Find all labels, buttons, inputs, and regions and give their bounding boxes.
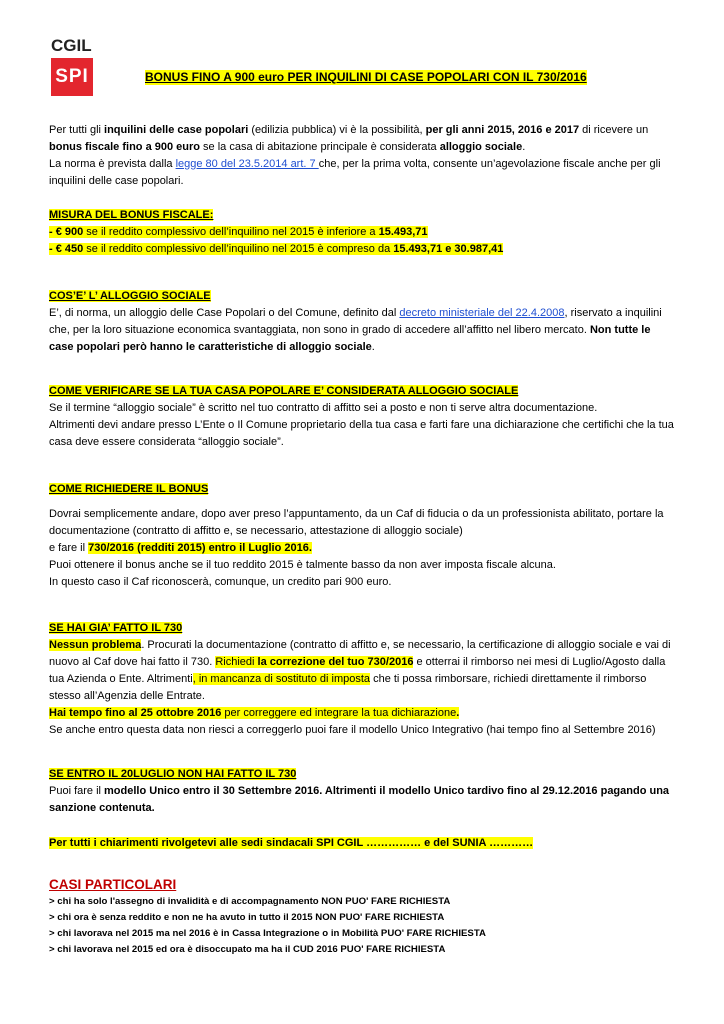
- richiedere-text: e fare il: [49, 542, 89, 554]
- casi-item: > chi lavorava nel 2015 ma nel 2016 è in Cassa Integrazione o in Mobilità PUO' FARE RICHIESTA: [49, 928, 486, 939]
- decreto-link[interactable]: decreto ministeriale del 22.4.2008: [399, 307, 565, 319]
- misura-line-450: [49, 243, 503, 255]
- fatto730-text: e otterrai il rimborso nei mesi di Luglio/Agosto dalla tua Azienda o Ente. Altrimenti: [49, 656, 666, 685]
- verifica-section: [49, 383, 677, 451]
- intro-text: Per tutti gli: [49, 124, 105, 136]
- intro-bold: alloggio sociale: [439, 141, 523, 153]
- fatto730-paragraph: [49, 637, 677, 705]
- misura-heading: MISURA DEL BONUS FISCALE:: [49, 209, 214, 221]
- casi-item: > chi lavorava nel 2015 ed ora è disoccupato ma ha il CUD 2016 PUO' FARE RICHIESTA: [49, 944, 446, 955]
- alloggio-text: , riservato a inquilini che, per la loro situazione economica svantaggiata, non sono in grado di accedere all’affitto nel libero mercato.: [49, 307, 662, 336]
- chiarimenti-section: [49, 835, 677, 852]
- alloggio-section: [49, 288, 677, 356]
- norma-text: che, per la prima volta, consente un’agevolazione fiscale anche per gli inquilini delle case popolari.: [49, 158, 661, 187]
- entro-text: Puoi fare il: [49, 785, 105, 797]
- sostituto-text: , in mancanza di sostituto di imposta: [192, 673, 371, 685]
- entro-bold: modello Unico entro il 30 Settembre 2016. Altrimenti il modello Unico tardivo fino al 29.12.2016 pagando una sanzione contenuta.: [49, 785, 670, 814]
- fatto730-text: che ti possa rimborsare, richiedi direttamente il rimborso stesso all’Agenzia delle Entrate.: [49, 673, 647, 702]
- intro-bold: bonus fiscale fino a 900 euro: [49, 141, 200, 153]
- richiedere-line-1: Dovrai semplicemente andare, dopo aver preso l’appuntamento, da un Caf di fiducia o da un professionista abilitato, portare la documentazione (contratto di affitto e, se necessario, attestazione di alloggio sociale): [49, 508, 664, 537]
- spi-logo: SPI: [51, 58, 93, 96]
- fatto730-deadline: [49, 705, 677, 722]
- richiedere-heading: COME RICHIEDERE IL BONUS: [49, 483, 209, 495]
- intro-paragraph: [49, 122, 677, 156]
- intro-section: [49, 122, 677, 190]
- richiedi-text: Richiedi: [215, 656, 258, 668]
- nessun-problema: Nessun problema: [49, 639, 142, 651]
- intro-text: se la casa di abitazione principale è considerata: [200, 141, 440, 153]
- alloggio-text: E’, di norma, un alloggio delle Case Popolari o del Comune, definito dal: [49, 307, 400, 319]
- misura-text: se il reddito complessivo dell’inquilino nel 2015 è inferiore a: [83, 226, 379, 238]
- alloggio-text: .: [371, 341, 375, 353]
- page-title: BONUS FINO A 900 euro PER INQUILINI DI CASE POPOLARI CON IL 730/2016: [145, 70, 587, 84]
- legge-link[interactable]: legge 80 del 23.5.2014 art. 7: [175, 158, 319, 170]
- chiarimenti-line: Per tutti i chiarimenti rivolgetevi alle sedi sindacali SPI CGIL …………… e del SUNIA …………: [49, 837, 534, 849]
- alloggio-bold: Non tutte le case popolari però hanno le caratteristiche di alloggio sociale: [49, 324, 651, 353]
- fatto730-section: [49, 620, 677, 739]
- deadline-730: 730/2016 (redditi 2015) entro il Luglio 2016.: [88, 542, 312, 554]
- alloggio-paragraph: [49, 305, 677, 356]
- entro-paragraph: [49, 783, 677, 817]
- misura-text: se il reddito complessivo dell’inquilino nel 2015 è compreso da: [83, 243, 394, 255]
- entro-section: [49, 766, 677, 817]
- casi-item: > chi ora è senza reddito e non ne ha avuto in tutto il 2015 NON PUO' FARE RICHIESTA: [49, 912, 445, 923]
- amount-450: - € 450: [49, 243, 84, 255]
- deadline-text: .: [456, 707, 460, 719]
- intro-bold: per gli anni 2015, 2016 e 2017: [425, 124, 580, 136]
- deadline-text: per correggere ed integrare la tua dichiarazione: [221, 707, 457, 719]
- casi-heading: CASI PARTICOLARI: [49, 877, 177, 892]
- richiedere-line-2: [49, 540, 677, 557]
- richiedere-section: [49, 481, 677, 591]
- cgil-logo-text: CGIL: [51, 36, 92, 55]
- amount-900: - € 900: [49, 226, 84, 238]
- richiedere-line-4: In questo caso il Caf riconoscerà, comunque, un credito pari 900 euro.: [49, 576, 392, 588]
- fatto730-unico: Se anche entro questa data non riesci a correggerlo puoi fare il modello Unico Integrativo (hai tempo fino al Settembre 2016): [49, 724, 656, 736]
- deadline-ottobre: Hai tempo fino al 25 ottobre 2016: [49, 707, 222, 719]
- richiedere-line-3: Puoi ottenere il bonus anche se il tuo reddito 2015 è talmente basso da non aver imposta fiscale alcuna.: [49, 559, 556, 571]
- fatto730-text: . Procurati la documentazione (contratto di affitto e, se necessario, la certificazione di alloggio sociale e vai di nuovo al Caf dove hai fatto il 730.: [49, 639, 671, 668]
- range-value: 15.493,71 e 30.987,41: [393, 243, 504, 255]
- fatto730-heading: SE HAI GIA’ FATTO IL 730: [49, 622, 183, 634]
- verifica-heading: COME VERIFICARE SE LA TUA CASA POPOLARE E’ CONSIDERATA ALLOGGIO SOCIALE: [49, 385, 519, 397]
- misura-section: [49, 207, 677, 258]
- verifica-line-2: Altrimenti devi andare presso L’Ente o Il Comune proprietario della tua casa e farti fare una dichiarazione che certifichi che la tua casa deve essere considerata “alloggio sociale”.: [49, 419, 674, 448]
- norma-text: La norma è prevista dalla: [49, 158, 176, 170]
- intro-text: .: [522, 141, 526, 153]
- intro-text: (edilizia pubblica) vi è la possibilità,: [248, 124, 426, 136]
- intro-bold: inquilini delle case popolari: [104, 124, 249, 136]
- casi-section: [49, 876, 677, 958]
- verifica-line-1: Se il termine “alloggio sociale” è scritto nel tuo contratto di affitto sei a posto e non ti serve altra documentazione.: [49, 402, 598, 414]
- correzione-text: la correzione del tuo 730/2016: [257, 656, 414, 668]
- casi-item: > chi ha solo l'assegno di invalidità e di accompagnamento NON PUO' FARE RICHIESTA: [49, 896, 451, 907]
- norma-paragraph: [49, 156, 677, 190]
- alloggio-heading: COS’E’ L’ ALLOGGIO SOCIALE: [49, 290, 211, 302]
- misura-line-900: [49, 226, 428, 238]
- threshold-value: 15.493,71: [378, 226, 428, 238]
- intro-text: di ricevere un: [579, 124, 649, 136]
- entro-heading: SE ENTRO IL 20LUGLIO NON HAI FATTO IL 730: [49, 768, 297, 780]
